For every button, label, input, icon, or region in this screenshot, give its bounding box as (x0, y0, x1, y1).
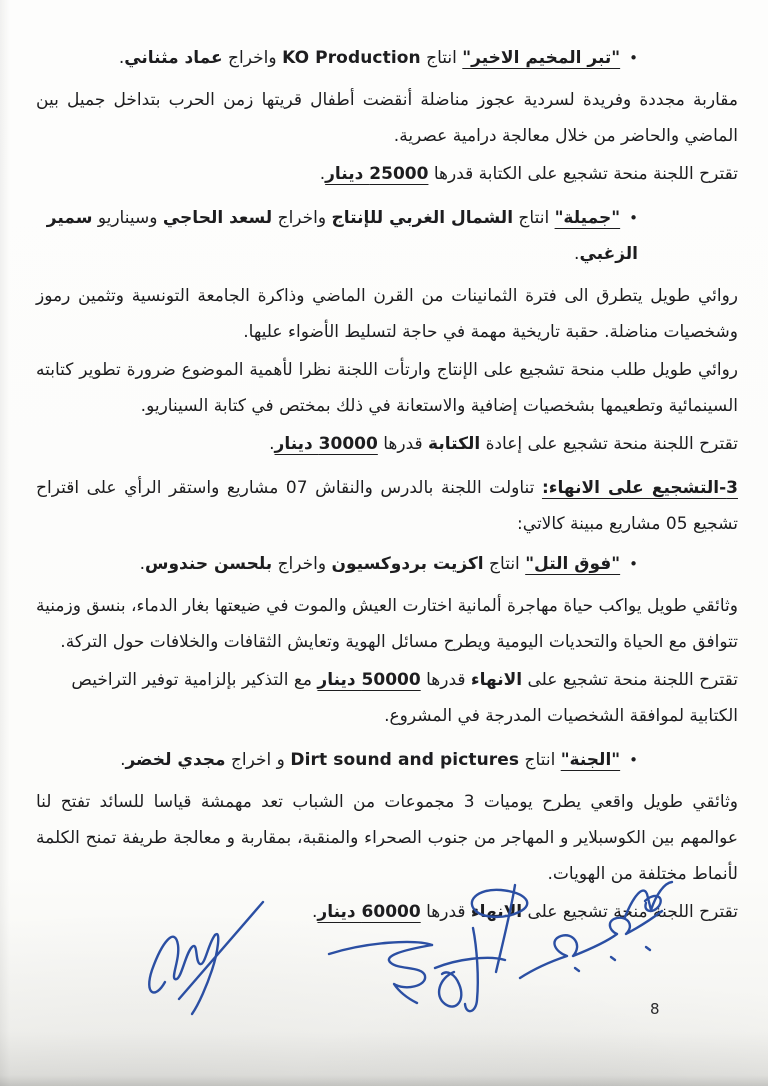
signatures-block (105, 872, 685, 1032)
text-segment: 60000 دينار (317, 902, 421, 922)
text-segment: عماد مثناني (124, 48, 223, 68)
project-description (36, 588, 738, 660)
signature (520, 882, 672, 978)
grant-proposal-30000 (36, 426, 738, 462)
text-segment: تناولت اللجنة بالدرس والنقاش 07 مشاريع واستقر الرأي على اقتراح تشجيع 05 مشاريع مبينة كالاتي: (36, 478, 738, 534)
section-heading-completion-encouragement (36, 470, 738, 542)
text-segment: "الجنة" (560, 750, 621, 770)
text-segment: . (118, 48, 125, 68)
text-segment: "جميلة" (554, 208, 621, 228)
text-segment: 30000 دينار (274, 434, 378, 454)
text-segment: واخراج (222, 48, 283, 68)
text-segment: قدرها (420, 902, 471, 922)
text-segment: انتاج (513, 208, 555, 228)
project-description (36, 278, 738, 350)
signature (329, 942, 432, 1003)
text-segment: 25000 دينار (325, 164, 429, 184)
text-segment: . (139, 554, 146, 574)
text-segment: تقترح اللجنة منحة تشجيع على إعادة (480, 434, 738, 454)
page-number: 8 (650, 1000, 660, 1018)
text-segment: واخراج (272, 208, 332, 228)
text-segment: "فوق التل" (525, 554, 621, 574)
bullet-item-teber-lmoukhayem (36, 40, 638, 76)
text-segment: وسيناريو (92, 208, 163, 228)
text-segment: روائي طويل يتطرق الى فترة الثمانينات من القرن الماضي وذاكرة الجامعة التونسية وتثمين رموز وشخصيات مناضلة. حقبة تاريخية مهمة في حاجة لتسليط الأضواء عليها. (36, 286, 738, 342)
bullet-icon: • (629, 49, 638, 67)
text-segment: . (319, 164, 326, 184)
text-segment: الكتابة (428, 434, 481, 454)
text-segment: مع التذكير بإلزامية توفير التراخيص الكتابية لموافقة الشخصيات المدرجة في المشروع. (71, 670, 738, 726)
text-segment: لسعد الحاجي (162, 208, 273, 228)
text-segment: 50000 دينار (317, 670, 421, 690)
text-segment: مجدي لخضر (125, 750, 226, 770)
text-segment: مقاربة مجددة وفريدة لسردية عجوز مناضلة أنقضت أطفال قريتها زمن الحرب بتداخل جميل بين الماضي والحاضر من خلال معالجة درامية عصرية. (36, 90, 738, 146)
bullet-item-jamila (36, 200, 638, 272)
grant-proposal-50000 (36, 662, 738, 734)
text-segment: الشمال الغربي للإنتاج (331, 208, 514, 228)
text-segment: KO Production (282, 48, 421, 68)
text-segment: . (574, 244, 580, 264)
text-segment: واخراج (272, 554, 332, 574)
text-segment: Dirt sound and pictures (290, 750, 520, 770)
text-segment: . (120, 750, 126, 770)
text-segment: بلحسن حندوس (145, 554, 273, 574)
committee-opinion (36, 352, 738, 424)
text-segment: وثائقي طويل واقعي يطرح يوميات 3 مجموعات من الشباب تعد مهمشة قياسا للسائد تفتح لنا عوالمهم بين الكوسبلاير و المهاجر من جنوب الصحراء والمنقبة، بمقاربة و معالجة طريفة تمنح الكلمة لأنماط مختلفة من الهويات. (36, 792, 739, 884)
bullet-icon: • (629, 751, 638, 769)
text-segment: . (312, 902, 318, 922)
text-segment: "تبر المخيم الاخير" (462, 48, 621, 68)
signature (149, 902, 263, 1014)
text-segment: تقترح اللجنة منحة تشجيع على (522, 902, 738, 922)
text-segment: سمير الزغبي (46, 208, 638, 264)
bullet-icon: • (629, 555, 638, 573)
text-segment: . (269, 434, 275, 454)
text-segment: اكزيت بردوكسيون (331, 554, 484, 574)
text-segment: الانهاء (470, 670, 523, 690)
document-body (36, 36, 738, 938)
text-segment: الانهاء (470, 902, 523, 922)
bullet-icon: • (629, 209, 638, 227)
project-description (36, 82, 738, 154)
text-segment: قدرها (377, 434, 429, 454)
text-segment: وثائقي طويل يواكب حياة مهاجرة ألمانية اختارت العيش والموت في ضيعتها بغار الدماء، بنسق وزمنية تتوافق مع الحياة والتحديات اليومية ويطرح مسائل الهوية وتعايش الثقافات والخلافات حول التركة. (36, 596, 738, 652)
bullet-item-fawka-ettal (36, 546, 638, 582)
text-segment: انتاج (483, 554, 526, 574)
text-segment: 3-التشجيع على الانهاء: (541, 478, 738, 498)
signature (435, 928, 505, 1011)
text-segment: انتاج (519, 750, 561, 770)
text-segment: قدرها (420, 670, 471, 690)
text-segment: تقترح اللجنة منحة تشجيع على الكتابة قدرها (428, 164, 738, 184)
text-segment: روائي طويل طلب منحة تشجيع على الإنتاج وارتأت اللجنة نظرا لأهمية الموضوع ضرورة تطوير كتابته السينمائية وتطعيمها بشخصيات إضافية والاستعانة في ذلك بمختص في كتابة السيناريو. (36, 360, 738, 416)
bullet-item-eljanna (36, 742, 638, 778)
grant-proposal-25000 (36, 156, 738, 192)
text-segment: انتاج (420, 48, 463, 68)
text-segment: تقترح اللجنة منحة تشجيع على (522, 670, 738, 690)
text-segment: و اخراج (225, 750, 291, 770)
